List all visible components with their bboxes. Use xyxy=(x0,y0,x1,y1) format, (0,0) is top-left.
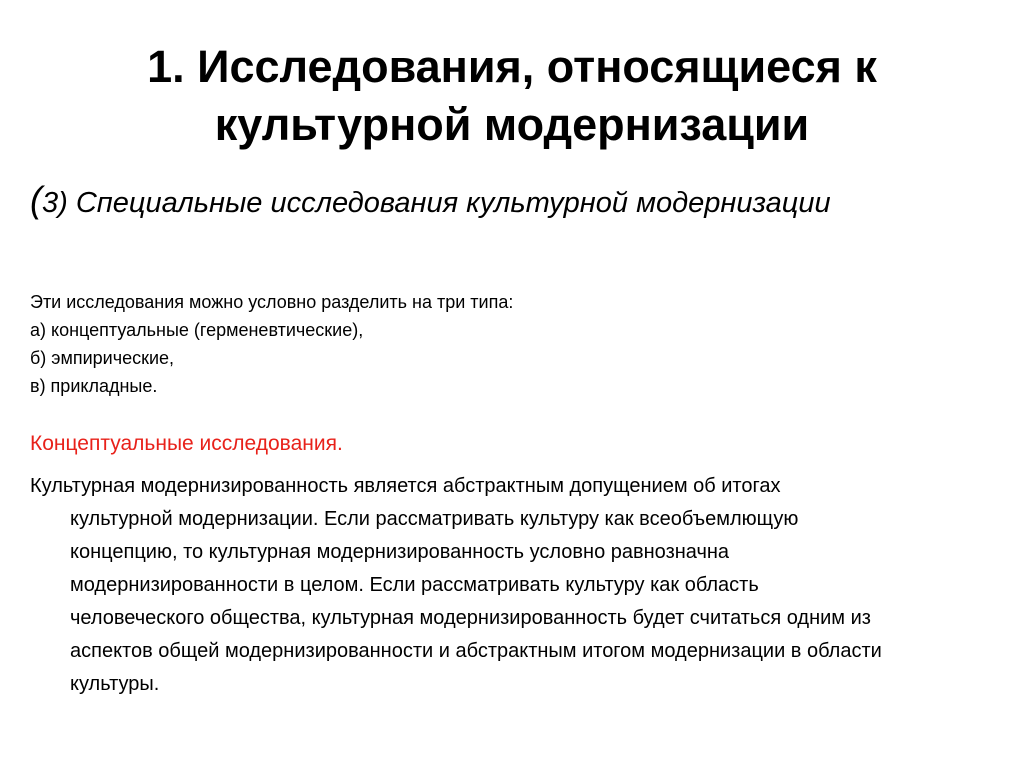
paragraph-line: Культурная модернизированность является абстрактным допущением об итогах xyxy=(30,475,781,497)
slide-title-line-2: культурной модернизации xyxy=(214,99,810,150)
paragraph-line: модернизированности в целом. Если рассматривать культуру как область xyxy=(70,574,759,596)
body-paragraph xyxy=(30,470,998,701)
research-type-item: а) концептуальные (герменевтические), xyxy=(30,320,364,340)
slide-subtitle xyxy=(30,178,1010,225)
paragraph-line: аспектов общей модернизированности и абстрактным итогом модернизации в области xyxy=(70,640,882,662)
research-type-item: б) эмпирические, xyxy=(30,348,175,368)
research-type-item: в) прикладные. xyxy=(30,376,158,396)
research-types-list xyxy=(30,288,930,400)
subtitle-open-paren: ( xyxy=(30,179,42,220)
paragraph-line: человеческого общества, культурная модернизированность будет считаться одним из xyxy=(70,607,871,629)
slide-title xyxy=(40,38,984,154)
paragraph-line: культурной модернизации. Если рассматривать культуру как всеобъемлющую xyxy=(70,508,799,530)
paragraph-line: культуры. xyxy=(70,673,160,695)
paragraph-line: концепцию, то культурная модернизированность условно равнозначна xyxy=(70,541,730,563)
subtitle-text: 3) Специальные исследования культурной модернизации xyxy=(42,187,831,219)
research-types-intro: Эти исследования можно условно разделить на три типа: xyxy=(30,292,514,312)
slide-title-line-1: 1. Исследования, относящиеся к xyxy=(147,41,877,92)
section-heading: Концептуальные исследования. xyxy=(30,432,343,455)
